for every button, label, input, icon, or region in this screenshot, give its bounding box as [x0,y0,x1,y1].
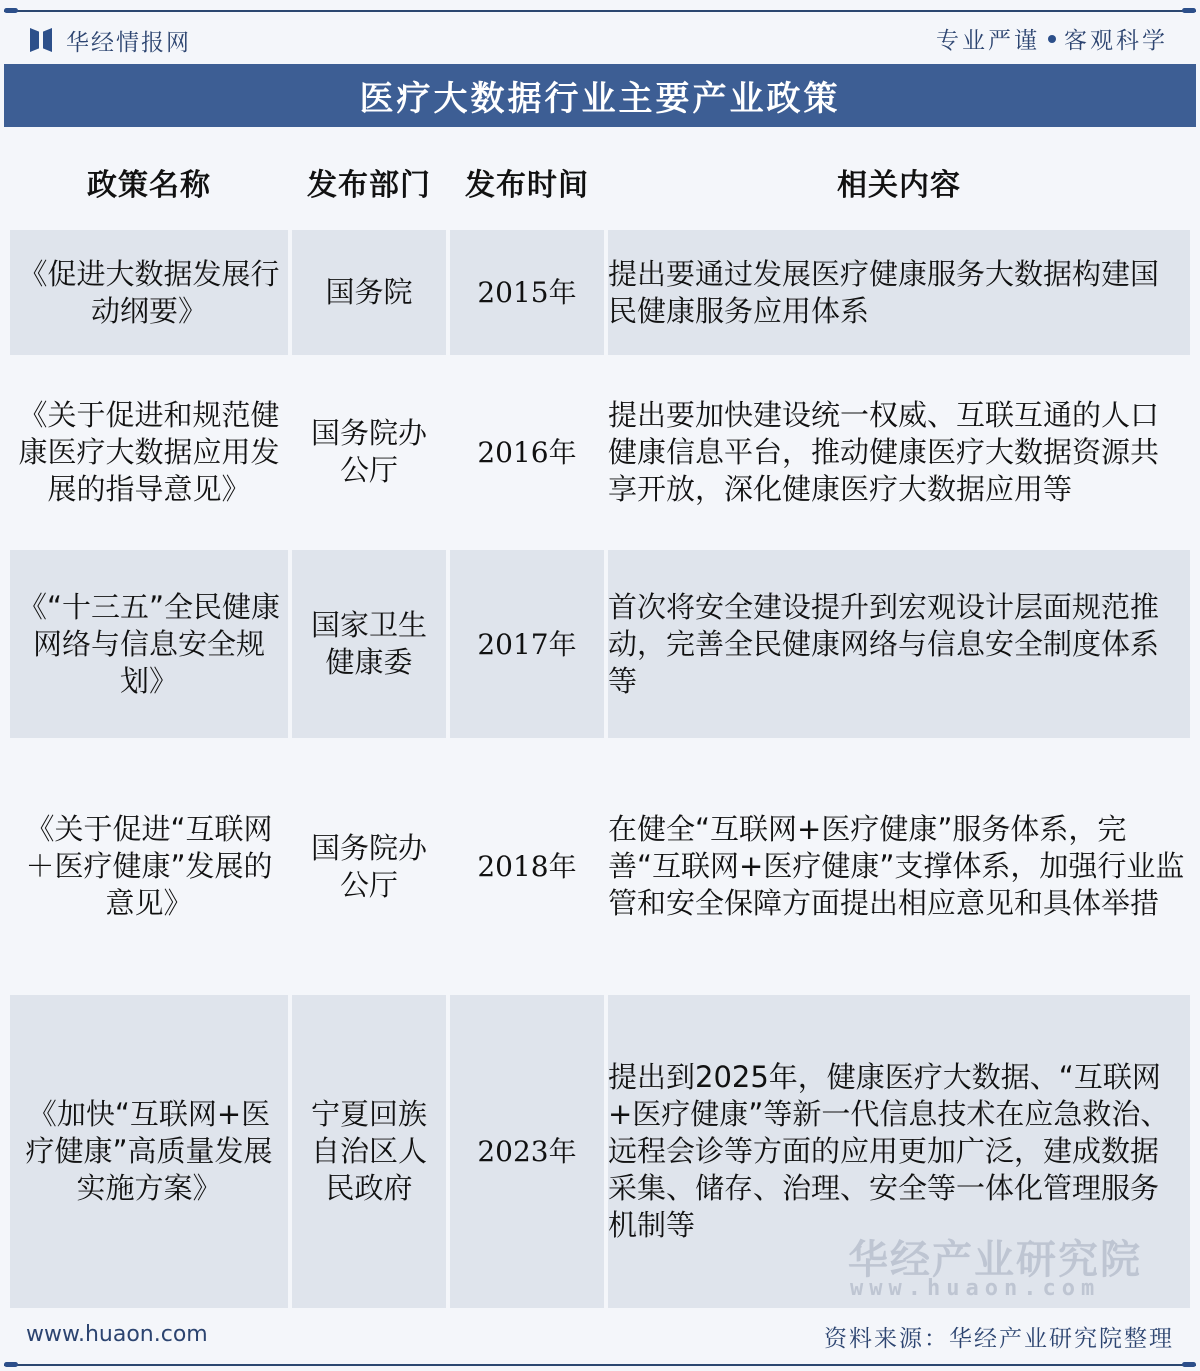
slogan-right: 客观科学 [1064,28,1168,54]
department-cell: 国务院办公厅 [310,416,427,487]
table-row [10,230,1190,355]
column-header-department: 发布部门 [307,168,431,203]
content-text: 在健全“互联网+医疗健康”服务体系，完善“互联网+医疗健康”支撑体系，加强行业监管和安全保障方面提出相应意见和具体举措 [608,812,1185,920]
title-bar [4,64,1196,127]
year-cell: 2015年 [450,230,604,355]
rule-cap [4,1362,18,1367]
year-cell: 2018年 [477,850,577,883]
column-header-policy-name: 政策名称 [87,168,211,203]
department-cell: 国务院办公厅 [310,830,427,902]
brand-logo-icon [30,28,52,52]
table-row [10,995,1190,1308]
content-text: 首次将安全建设提升到宏观设计层面规范推动，完善全民健康网络与信息安全制度体系等 [608,589,1160,698]
top-rule [4,10,1196,12]
content-cell [608,740,1190,993]
content-text: 提出要通过发展医疗健康服务大数据构建国民健康服务应用体系 [608,256,1160,328]
policy-name-cell: 《促进大数据发展行动纲要》 [10,230,288,355]
column-header-date: 发布时间 [465,168,589,203]
content-cell [608,230,1190,355]
year-cell: 2023年 [450,995,604,1308]
brand-name: 华经情报网 [66,29,191,56]
content-text: 提出要加快建设统一权威、互联互通的人口健康信息平台，推动健康医疗大数据资源共享开放，深化健康医疗大数据应用等 [608,397,1160,506]
table-row [10,740,1190,993]
footer-url-link[interactable]: www.huaon.com [26,1322,208,1347]
year-cell: 2017年 [450,550,604,738]
source-note: 资料来源：华经产业研究院整理 [824,1326,1174,1352]
page-title: 医疗大数据行业主要产业政策 [359,79,841,119]
table-row [10,550,1190,738]
department-cell: 国务院 [292,230,446,355]
policy-name-cell: 《“十三五”全民健康网络与信息安全规划》 [10,550,288,738]
policy-name-cell: 《加快“互联网+医疗健康”高质量发展实施方案》 [10,995,288,1308]
watermark-name: 华经产业研究院 [848,1237,1142,1283]
content-cell [608,550,1190,738]
policy-name-cell: 《关于促进“互联网＋医疗健康”发展的意见》 [25,812,273,920]
department-cell: 宁夏回族自治区人民政府 [292,995,446,1308]
column-header-content: 相关内容 [837,168,961,203]
brand [30,24,191,56]
department-cell: 国家卫生健康委 [292,550,446,738]
rule-cap [4,8,18,13]
bottom-rule [4,1364,1196,1366]
slogan-left: 专业严谨 [936,28,1040,54]
watermark-url: www.huaon.com [850,1276,1101,1301]
content-cell [608,995,1190,1308]
content-cell [608,357,1190,547]
slogan [936,22,1168,55]
table-row [10,357,1190,547]
policy-name-cell: 《关于促进和规范健康医疗大数据应用发展的指导意见》 [18,397,280,506]
bullet-dot-icon [1048,35,1056,43]
year-cell: 2016年 [477,435,577,469]
content-text: 提出到2025年，健康医疗大数据、“互联网+医疗健康”等新一代信息技术在应急救治、远程会诊等方面的应用更加广泛，建成数据采集、储存、治理、安全等一体化管理服务机制等 [608,1060,1170,1242]
rule-cap [1182,8,1196,13]
rule-cap [1182,1362,1196,1367]
